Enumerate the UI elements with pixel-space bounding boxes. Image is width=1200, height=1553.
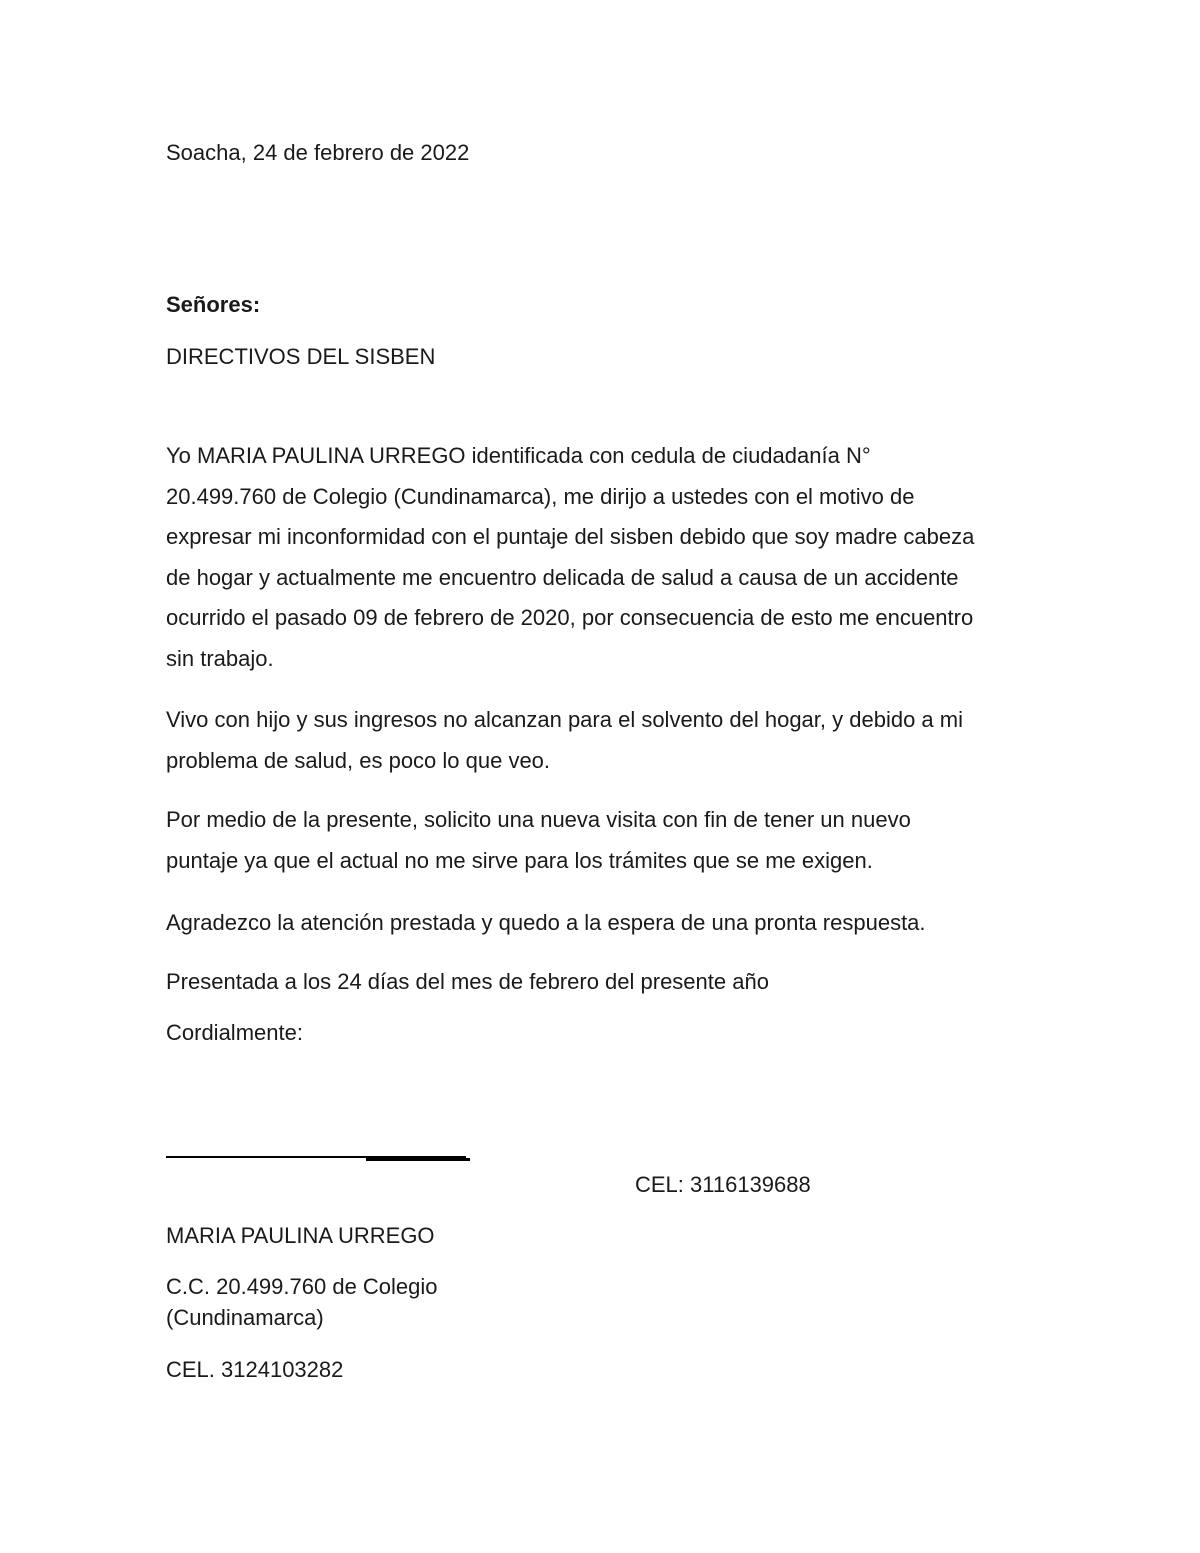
paragraph-3 — [166, 800, 1046, 881]
signer-id-line-1: C.C. 20.499.760 de Colegio — [166, 1274, 438, 1299]
paragraph-1-line: ocurrido el pasado 09 de febrero de 2020, por consecuencia de esto me encuentro — [166, 605, 974, 631]
paragraph-2-line: Vivo con hijo y sus ingresos no alcanzan para el solvento del hogar, y debido a mi — [166, 707, 963, 732]
paragraph-1-line: expresar mi inconformidad con el puntaje del sisben debido que soy madre cabeza — [166, 524, 975, 550]
paragraph-1-line: de hogar y actualmente me encuentro delicada de salud a causa de un accidente — [166, 564, 959, 590]
paragraph-4: Agradezco la atención prestada y quedo a la espera de una pronta respuesta. — [166, 910, 926, 935]
paragraph-1-line: 20.499.760 de Colegio (Cundinamarca), me dirijo a ustedes con el motivo de — [166, 483, 915, 509]
signer-id-line-2: (Cundinamarca) — [166, 1305, 324, 1330]
paragraph-2-line: problema de salud, es poco lo que veo. — [166, 747, 551, 773]
paragraph-1-line: Yo MARIA PAULINA URREGO identificada con cedula de ciudadanía N° — [166, 443, 871, 468]
paragraph-3-line: puntaje ya que el actual no me sirve para los trámites que se me exigen. — [166, 847, 873, 873]
date-line: Soacha, 24 de febrero de 2022 — [166, 140, 470, 165]
paragraph-1-line: sin trabajo. — [166, 645, 274, 671]
signer-name: MARIA PAULINA URREGO — [166, 1223, 435, 1248]
paragraph-3-line: Por medio de la presente, solicito una nueva visita con fin de tener un nuevo — [166, 807, 911, 832]
closing: Cordialmente: — [166, 1020, 303, 1045]
salutation: Señores: — [166, 292, 261, 317]
paragraph-5: Presentada a los 24 días del mes de febrero del presente año — [166, 969, 769, 994]
signer-phone: CEL. 3124103282 — [166, 1357, 344, 1382]
paragraph-2 — [166, 700, 1046, 781]
signature-line-accent — [366, 1158, 470, 1161]
recipient: DIRECTIVOS DEL SISBEN — [166, 344, 436, 369]
contact-phone-right: CEL: 3116139688 — [635, 1172, 811, 1197]
paragraph-1 — [166, 436, 1046, 680]
